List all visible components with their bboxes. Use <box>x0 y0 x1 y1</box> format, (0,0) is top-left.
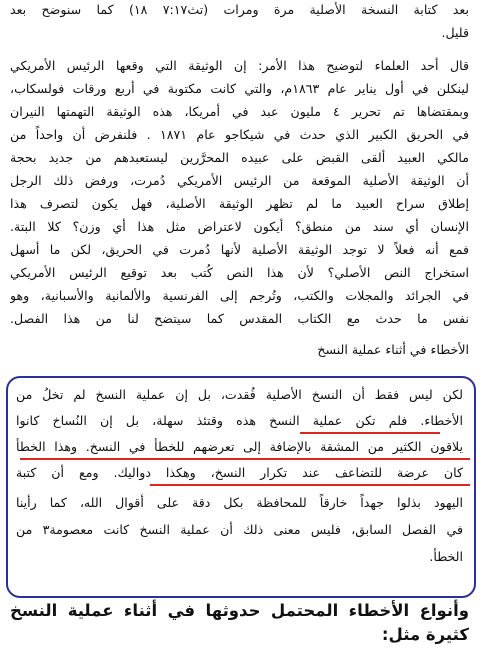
paragraph-line: قليل. <box>441 25 469 40</box>
paragraph-line: مالكي العبيد ألقى القبض على عبيده المحرَّرين ليستعبدهم من جديد بحجة <box>10 150 469 165</box>
paragraph-line: قال أحد العلماء لتوضيح هذا الأمر: إن الوثيقة التي وقعها الرئيس الأمريكي <box>10 58 469 73</box>
bottom-heading-line: كثيرة مثل: <box>381 625 469 644</box>
boxed-line: لكن ليس فقط أن النسخ الأصلية فُقدت، بل إن عملية النسخ لم تخلُ من <box>16 387 463 402</box>
red-underline <box>300 432 440 434</box>
boxed-line: اليهود بذلوا جهداً خارقاً للمحافظة بكل دقة على أقوال الله، كما رأينا <box>16 495 463 510</box>
paragraph-line: في الجرائد والمجلات والكتب، وتُرجم إلى الفرنسية والألمانية والأسبانية، وهو <box>10 288 469 303</box>
boxed-line: في الفصل السابق، فليس معنى ذلك أن عملية النسخ كانت معصومة٣ من <box>16 522 463 537</box>
paragraph-line: وبمقتضاها تم تحرير ٤ مليون عبد في أمريكا، هذه الوثيقة التهمتها النيران <box>10 104 469 119</box>
red-underline <box>20 458 470 460</box>
boxed-line: يلاقون الكثير من المشقة بالإضافة إلى تعرضهم للخطأ في النسخ. وهذا الخطأ <box>16 439 463 454</box>
paragraph-line: فمع أنه فعلاً لا توجد الوثيقة الأصلية لأنها دُمرت في الحريق، لكن ما أسهل <box>10 242 469 257</box>
paragraph-line: لينكلن في أول يناير عام ١٨٦٣م، والتي كانت مكتوبة في أربع ورقات فولسكاب، <box>10 81 469 96</box>
boxed-line: كان عرضة للتضاعف عند تكرار النسخ، وهكذا دواليك. ومع أن كتبة <box>16 465 463 480</box>
paragraph-line: في الحريق الكبير الذي حدث في شيكاجو عام ١٨٧١ . فلنفرض أن واحداً من <box>10 127 469 142</box>
paragraph-line: إطلاق سراح العبيد ما لم تظهر الوثيقة الأصلية، فهل يكون لتصرف هذا <box>10 196 469 211</box>
paragraph-line: أن الوثيقة الأصلية الموقعة من الرئيس الأمريكي دُمرت، ورفض ذلك الرجل <box>10 173 469 188</box>
boxed-line: الخطأ. <box>429 549 463 564</box>
boxed-line: الأخطاء. فلم تكن عملية النسخ هذه وقتئذ سهلة، بل إن النُساخ كانوا <box>16 413 463 428</box>
bottom-heading-line: وأنواع الأخطاء المحتمل حدوثها في أثناء عملية النسخ <box>10 601 469 620</box>
section-heading: الأخطاء في أثناء عملية النسخ <box>317 342 469 357</box>
red-underline <box>150 484 470 486</box>
paragraph-line: نفس ما حدث مع الكتاب المقدس كما سيتضح لنا من هذا الفصل. <box>10 311 469 326</box>
paragraph-line: استخراج النص الأصلي؟ لأن هذا النص كُتب بعد توقيع الرئيس الأمريكي <box>10 265 469 280</box>
paragraph-line: الإنسان أي سند من منطق؟ أيكون لاعتراض مثل هذا أي وزن؟ كلا البتة. <box>10 219 469 234</box>
paragraph-line: بعد كتابة النسخة الأصلية مرة ومرات (تث٧:١٧ ١٨) كما سنوضح بعد <box>10 2 469 17</box>
